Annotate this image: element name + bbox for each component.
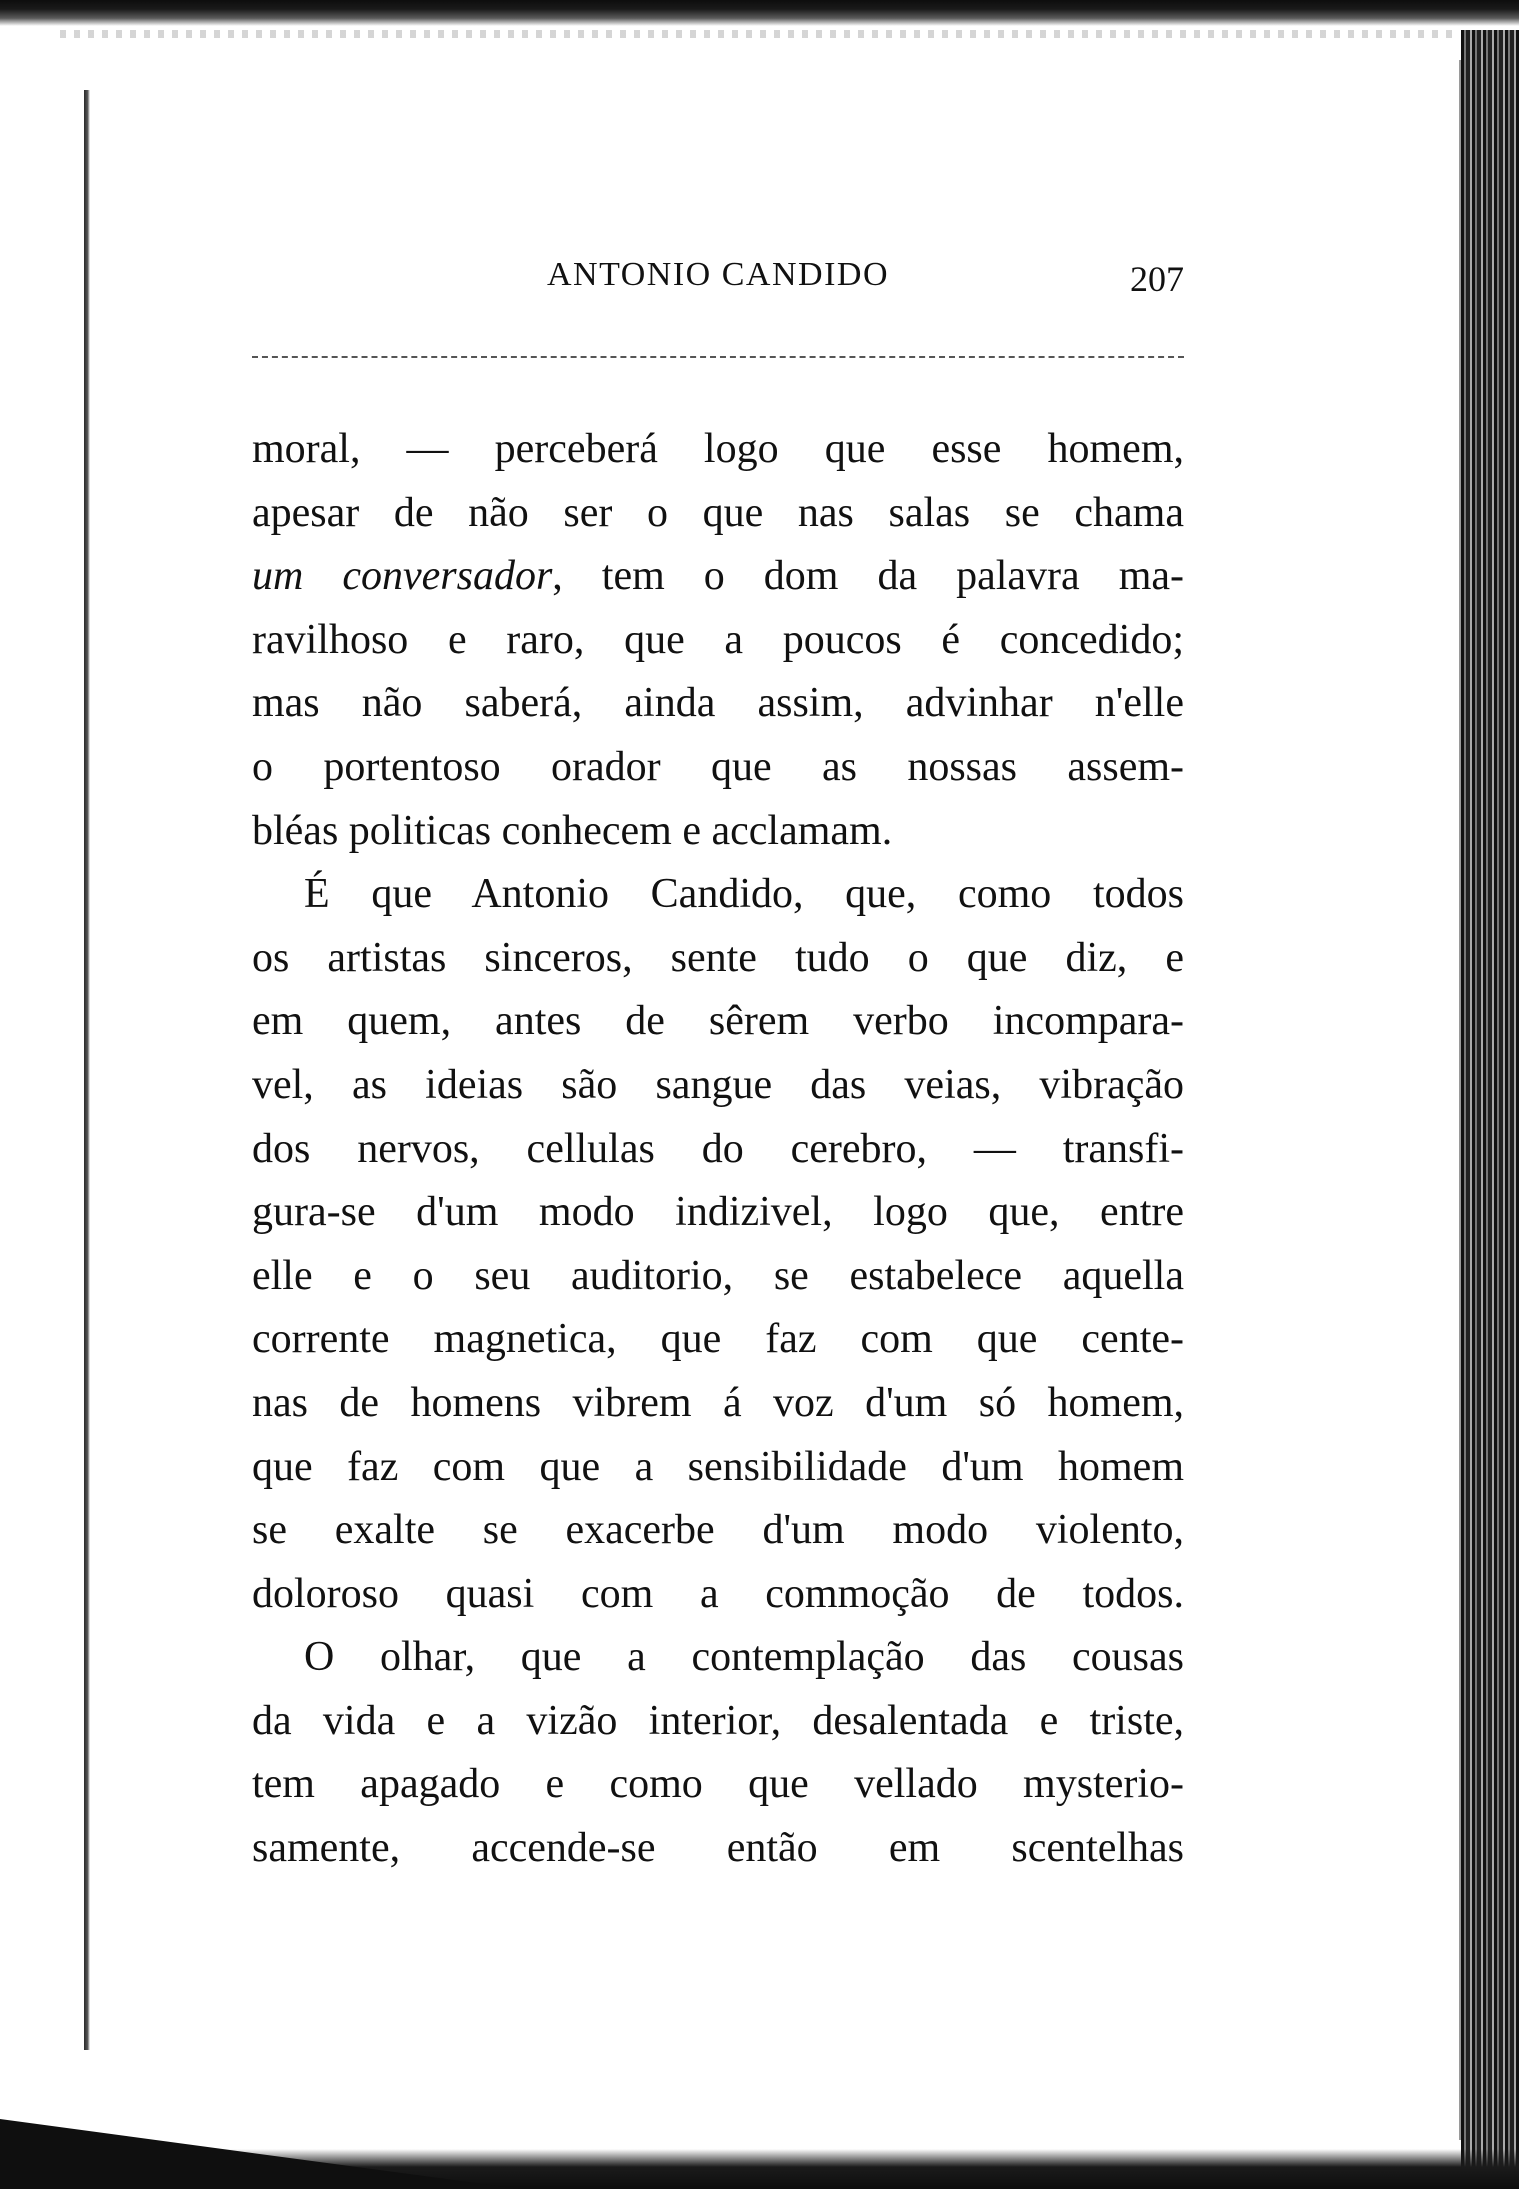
text-line: tem apagado e como que vellado mysterio- xyxy=(252,1761,1184,1808)
text-line: É que Antonio Candido, que, como todos xyxy=(304,871,1184,918)
scan-top-edge xyxy=(0,0,1519,26)
running-title: ANTONIO CANDIDO xyxy=(546,256,889,293)
text-line: doloroso quasi com a commoção de todos. xyxy=(252,1570,1184,1617)
scan-top-edge-noise xyxy=(60,30,1460,38)
text-line: moral, — perceberá logo que esse homem, xyxy=(252,426,1184,472)
scan-right-edge-inner xyxy=(1459,60,1461,2140)
text-line: da vida e a vizão interior, desalentada e triste, xyxy=(252,1697,1184,1744)
text-line: nas de homens vibrem á voz d'um só homem, xyxy=(252,1379,1184,1426)
italic-phrase: um conversador xyxy=(252,553,553,600)
text-line: elle e o seu auditorio, se estabelece aquella xyxy=(252,1252,1184,1299)
text-line: bléas politicas conhecem e acclamam. xyxy=(252,807,893,854)
text-line: se exalte se exacerbe d'um modo violento, xyxy=(252,1507,1184,1554)
running-head xyxy=(252,256,1184,320)
text-line: em quem, antes de sêrem verbo incompara- xyxy=(252,998,1184,1045)
text-line: gura-se d'um modo indizivel, logo que, entre xyxy=(252,1189,1184,1236)
text-line: um conversador, tem o dom da palavra ma- xyxy=(252,553,1184,600)
scan-bottom-wedge xyxy=(0,2119,520,2189)
text-line: vel, as ideias são sangue das veias, vibração xyxy=(252,1061,1184,1108)
text-line: mas não saberá, ainda assim, advinhar n'elle xyxy=(252,680,1184,727)
book-page xyxy=(252,256,1184,1872)
scan-left-edge xyxy=(84,90,90,2050)
text-line: O olhar, que a contemplação das cousas xyxy=(304,1634,1184,1681)
text-line: samente, accende-se então em scentelhas xyxy=(252,1825,1184,1872)
page-number: 207 xyxy=(1130,259,1184,299)
text-line: ravilhoso e raro, que a poucos é concedido; xyxy=(252,616,1184,663)
header-rule xyxy=(252,356,1184,358)
text-line: os artistas sinceros, sente tudo o que diz, e xyxy=(252,934,1184,981)
text-line: corrente magnetica, que faz com que cente- xyxy=(252,1316,1184,1363)
text-line: que faz com que a sensibilidade d'um homem xyxy=(252,1443,1184,1490)
scan-right-edge xyxy=(1461,30,1519,2189)
text-line: dos nervos, cellulas do cerebro, — transfi- xyxy=(252,1125,1184,1172)
text-line: o portentoso orador que as nossas assem- xyxy=(252,743,1184,790)
text-line: apesar de não ser o que nas salas se chama xyxy=(252,489,1184,536)
body-text xyxy=(252,418,1184,1881)
